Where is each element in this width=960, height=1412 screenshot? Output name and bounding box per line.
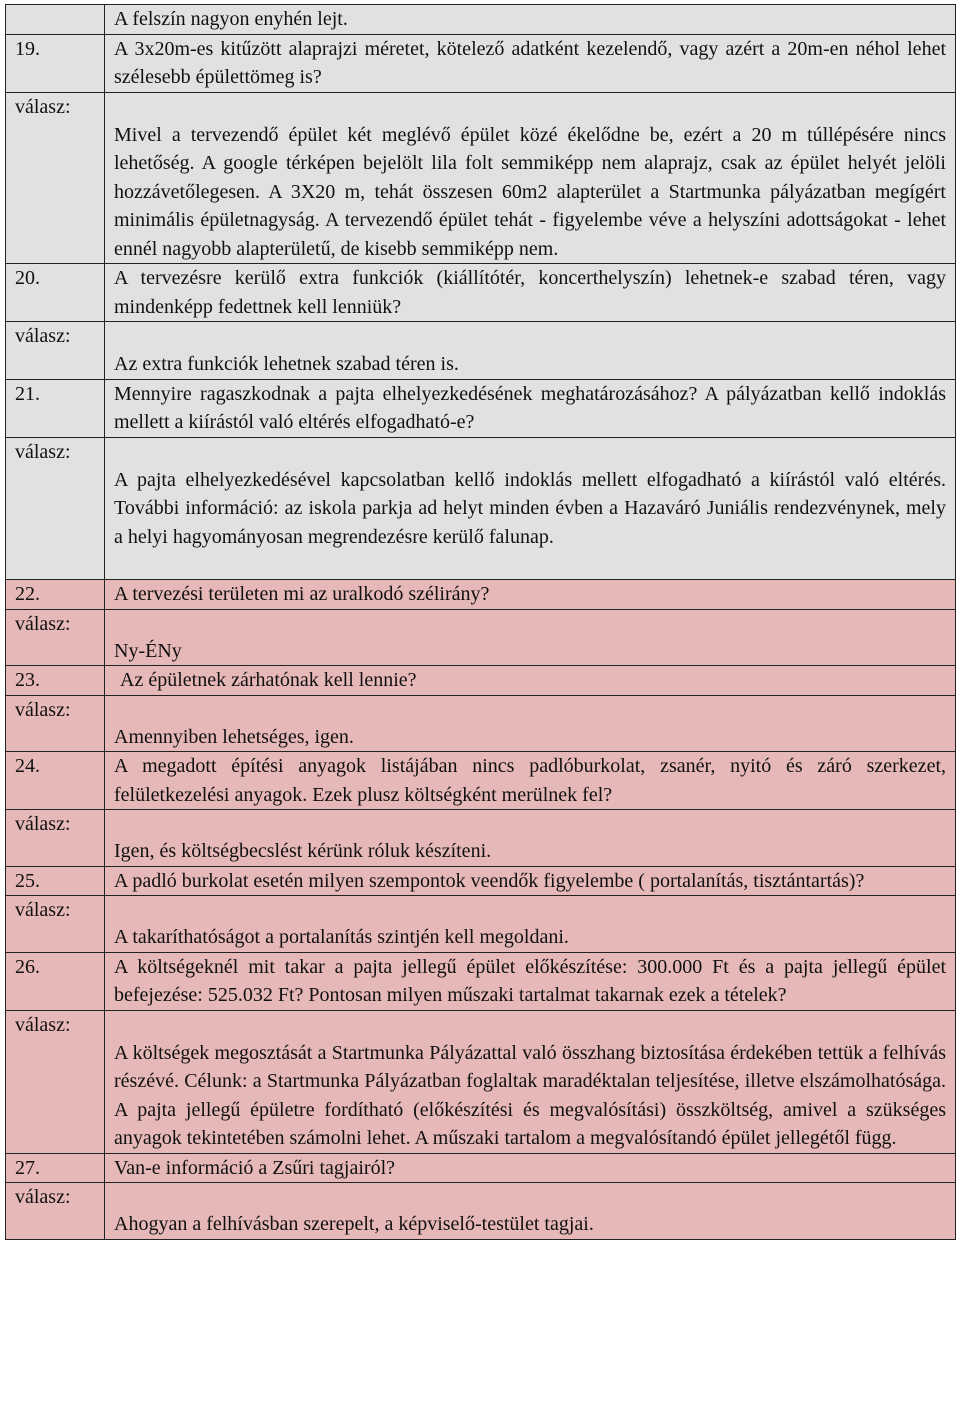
- answer-row: [6, 1183, 956, 1240]
- question-row: [6, 580, 956, 610]
- answer-row: [6, 92, 956, 264]
- answer-text: Ahogyan a felhívásban szerepelt, a képviselő-testület tagjai.: [114, 1213, 594, 1235]
- answer-row: [6, 609, 956, 666]
- answer-label: válasz:: [6, 92, 105, 264]
- question-text: A 3x20m-es kitűzött alaprajzi méretet, kötelező adatként kezelendő, vagy azért a 20m-en néhol lehet szélesebb épülettömeg is?: [105, 34, 956, 92]
- answer-text: A pajta elhelyezkedésével kapcsolatban kellő indoklás mellett elfogadható a kiírástól való eltérés. További információ: az iskola parkja ad helyt minden évben a Hazaváró Juniális rendezvénynek, mely a helyi hagyományosan megrendezésre kerülő falunap.: [114, 468, 946, 548]
- answer-text: Ny-ÉNy: [114, 639, 182, 662]
- row-number: [6, 5, 105, 35]
- question-number: 19.: [6, 34, 105, 92]
- answer-label: válasz:: [6, 1183, 105, 1240]
- question-row: [6, 866, 956, 896]
- question-text: A tervezésre kerülő extra funkciók (kiállítótér, koncerthelyszín) lehetnek-e szabad téren, vagy mindenképp fedettnek kell lenniük?: [105, 264, 956, 322]
- answer-text: A költségek megosztását a Startmunka Pályázattal való összhang biztosítása érdekében tettük a felhívás részévé. Célunk: a Startmunka Pályázatban foglaltak maradéktalan teljesítése, illetve elszámolhatósága. A pajta jellegű épületre fordítható (előkészítési és megvalósítási) összköltség, amivel a szükséges anyagok tekintetében számolni lehet. A műszaki tartalom a megvalósítandó épület jellegétől függ.: [114, 1041, 946, 1149]
- answer-text: Amennyiben lehetséges, igen.: [114, 725, 354, 748]
- question-row: [6, 952, 956, 1010]
- question-number: 22.: [6, 580, 105, 610]
- question-row: [6, 666, 956, 696]
- question-text: Mennyire ragaszkodnak a pajta elhelyezkedésének meghatározásához? A pályázatban kellő indoklás mellett a kiírástól való eltérés elfogadható-e?: [105, 379, 956, 437]
- question-text: Van-e információ a Zsűri tagjairól?: [105, 1153, 956, 1183]
- question-text: A tervezési területen mi az uralkodó szélirány?: [105, 580, 956, 610]
- answer-row: [6, 322, 956, 380]
- answer-text: Igen, és költségbecslést kérünk róluk készíteni.: [114, 840, 492, 862]
- answer-label: válasz:: [6, 437, 105, 580]
- question-number: 21.: [6, 379, 105, 437]
- question-row: [6, 1153, 956, 1183]
- question-number: 23.: [6, 666, 105, 696]
- answer-text: Mivel a tervezendő épület két meglévő épület közé ékelődne be, ezért a 20 m túllépésére nincs lehetőség. A google térképen bejelölt lila folt semmiképp nem alaprajz, csak az épület helyét jelöli hozzávetőlegesen. A 3X20 m, tehát összesen 60m2 alapterület a Startmunka pályázatban megígért minimális épületnagyság. A tervezendő épület tehát - figyelembe véve a helyszíni adottságokat - lehet ennél nagyobb alapterületű, de kisebb semmiképp nem.: [114, 123, 946, 260]
- answer-label: válasz:: [6, 1010, 105, 1153]
- answer-row: [6, 896, 956, 953]
- answer-text: A takaríthatóságot a portalanítás szintjén kell megoldani.: [114, 926, 569, 948]
- question-row: [6, 34, 956, 92]
- question-number: 25.: [6, 866, 105, 896]
- question-row: [6, 379, 956, 437]
- answer-label: válasz:: [6, 609, 105, 666]
- question-number: 26.: [6, 952, 105, 1010]
- answer-row: [6, 695, 956, 752]
- question-text: Az épületnek zárhatónak kell lennie?: [105, 666, 956, 696]
- answer-label: válasz:: [6, 695, 105, 752]
- row-text: A felszín nagyon enyhén lejt.: [105, 5, 956, 35]
- question-number: 27.: [6, 1153, 105, 1183]
- table-row: [6, 5, 956, 35]
- question-text: A megadott építési anyagok listájában nincs padlóburkolat, zsanér, nyitó és záró szerkezet, felületkezelési anyagok. Ezek plusz költségként merülnek fel?: [105, 752, 956, 810]
- answer-label: válasz:: [6, 896, 105, 953]
- answer-label: válasz:: [6, 322, 105, 380]
- answer-row: [6, 1010, 956, 1153]
- question-row: [6, 264, 956, 322]
- question-row: [6, 752, 956, 810]
- answer-label: válasz:: [6, 810, 105, 867]
- answer-row: [6, 810, 956, 867]
- answer-text: Az extra funkciók lehetnek szabad téren is.: [114, 353, 459, 375]
- question-text: A padló burkolat esetén milyen szempontok veendők figyelembe ( portalanítás, tisztántartás)?: [105, 866, 956, 896]
- qa-table: [5, 4, 956, 1240]
- question-number: 24.: [6, 752, 105, 810]
- question-text: A költségeknél mit takar a pajta jellegű épület előkészítése: 300.000 Ft és a pajta jellegű épület befejezése: 525.032 Ft? Pontosan milyen műszaki tartalmat takarnak ezek a tételek?: [105, 952, 956, 1010]
- question-number: 20.: [6, 264, 105, 322]
- answer-row: [6, 437, 956, 580]
